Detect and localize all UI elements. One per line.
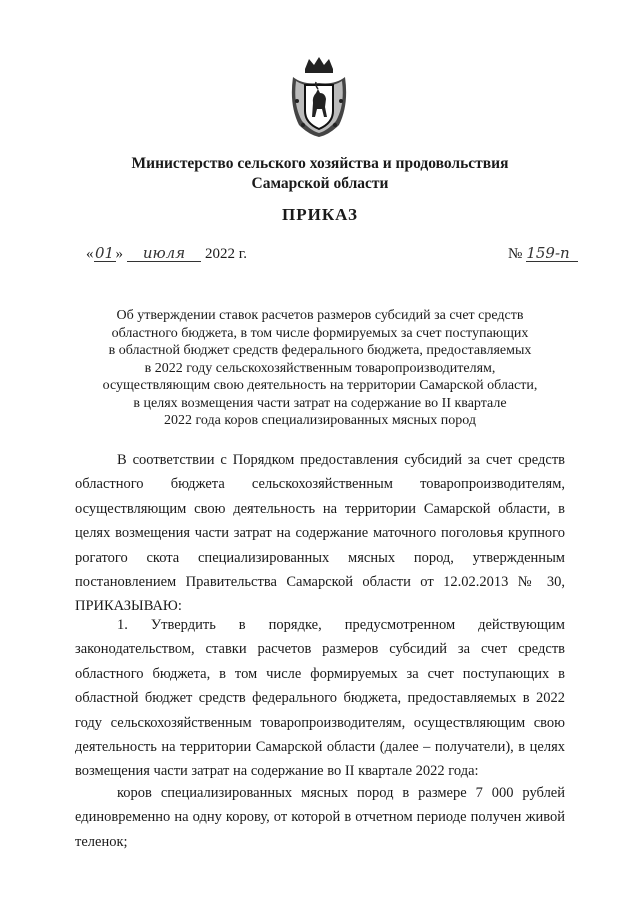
body-paragraph-2: 1. Утвердить в порядке, предусмотренном действующим законодательством, ставки расчетов размеров субсидий за счет средств областного бюджета, в том числе формируемых за счет поступающих в областной бюджет средств федерального бюджета, предоставляемых в 2022 году сельскохозяйственным товаропроизводителям, осуществляющим свою деятельность на территории Самарской области (далее – получатели), в целях возмещения части затрат на содержание во II квартале 2022 года:: [75, 617, 565, 780]
ministry-name: [0, 154, 640, 194]
coat-of-arms-emblem: [285, 55, 353, 139]
order-title: ПРИКАЗ: [282, 205, 358, 224]
ministry-line-1: Министерство сельского хозяйства и продовольствия: [131, 155, 509, 172]
subject-line: областного бюджета, в том числе формируемых за счет поступающих: [111, 325, 529, 341]
subject-line: в целях возмещения части затрат на содержание во II квартале: [133, 395, 507, 411]
date-month: июля: [127, 245, 201, 262]
date-day: 01: [94, 244, 115, 262]
order-number: [508, 245, 578, 263]
date-year: 2022 г.: [205, 246, 247, 262]
ministry-line-2: Самарской области: [251, 175, 389, 192]
date-open-quote: «: [86, 246, 94, 262]
body-paragraph-1: В соответствии с Порядком предоставления субсидий за счет средств областного бюджета сельскохозяйственным товаропроизводителям, осуществляющим свою деятельность на территории Самарской области, в целях возмещения части затрат на содержание маточного поголовья крупного рогатого скота специализированных мясных пород, утвержденным постановлением Правительства Самарской области от 12.02.2013 № 30, ПРИКАЗЫВАЮ:: [75, 452, 565, 615]
subject-line: в 2022 году сельскохозяйственным товаропроизводителям,: [144, 360, 496, 376]
subject-line: 2022 года коров специализированных мясных пород: [164, 413, 476, 428]
date-close-quote: »: [115, 246, 123, 262]
body-paragraph-3: коров специализированных мясных пород в размере 7 000 рублей единовременно на одну корову, от которой в отчетном периоде получен живой теленок;: [75, 785, 565, 850]
number-value: 159-п: [526, 245, 578, 262]
order-date: [86, 245, 247, 263]
number-prefix: №: [508, 246, 523, 262]
subject-line: Об утверждении ставок расчетов размеров субсидий за счет средств: [116, 308, 524, 323]
subject-line: в областной бюджет средств федерального бюджета, предоставляемых: [108, 343, 532, 358]
order-subject: [80, 307, 560, 430]
subject-line: осуществляющим свою деятельность на территории Самарской области,: [102, 378, 538, 393]
